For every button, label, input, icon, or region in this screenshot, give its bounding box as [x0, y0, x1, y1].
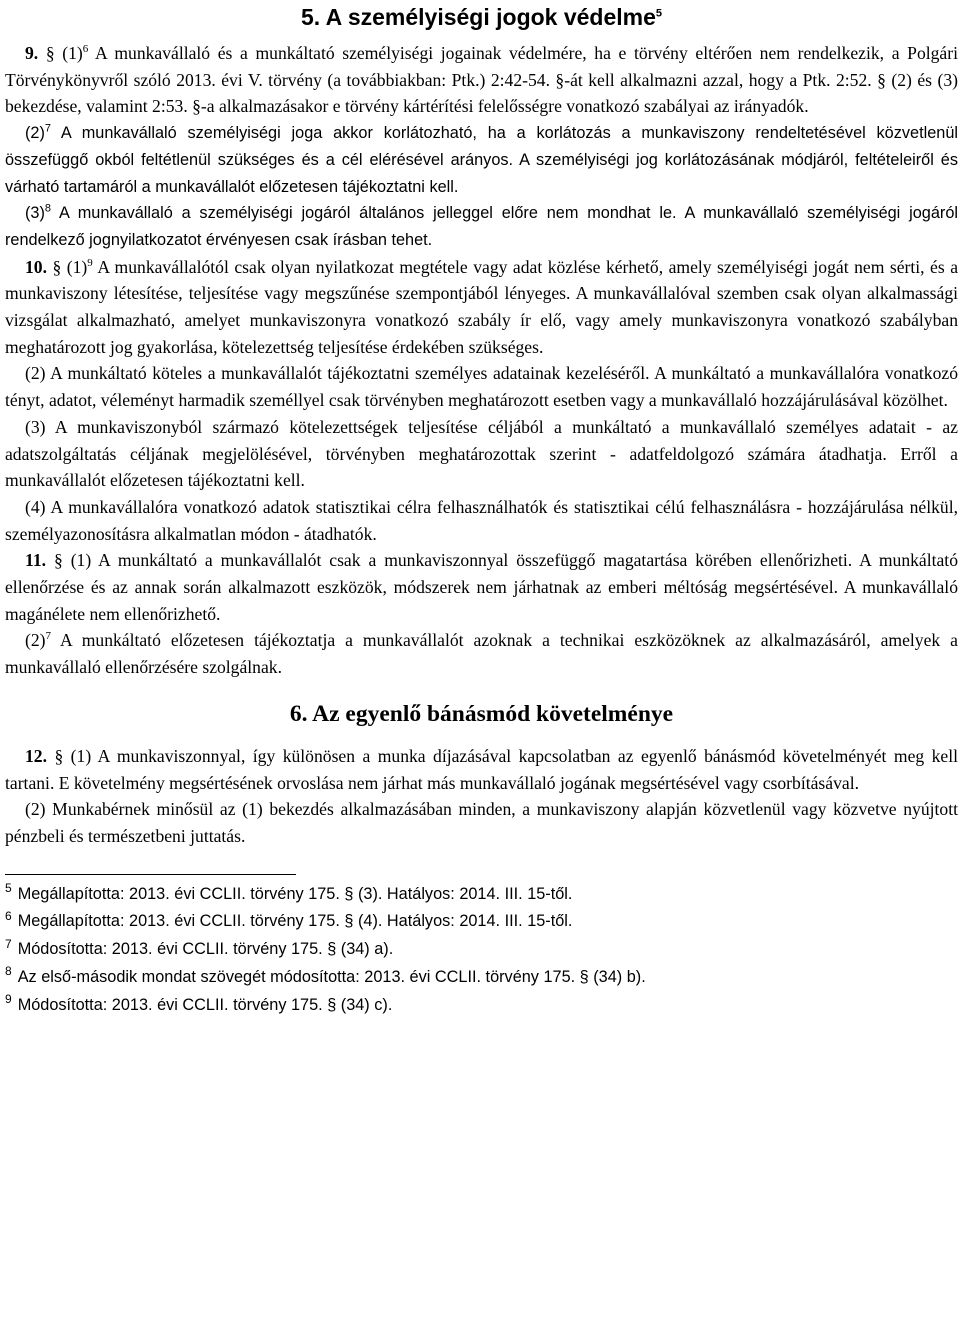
footnote: $^7$ Módosította: 2013. évi CCLII. törvény 175. § (34) a).: [5, 936, 394, 959]
footnote: $^6$ Megállapította: 2013. évi CCLII. törvény 175. § (4). Hatályos: 2014. III. 15-től.: [5, 908, 573, 931]
section-number: 11.: [25, 550, 47, 571]
paragraph-12-2: (2) Munkabérnek minősül az (1) bekezdés alkalmazásában minden, a munkaviszony alapján közvetlenül vagy közvetve nyújtott pénzbeli és természetbeni juttatás.: [5, 799, 958, 846]
footnote: $^5$ Megállapította: 2013. évi CCLII. törvény 175. § (3). Hatályos: 2014. III. 15-től.: [5, 881, 573, 903]
footnote-ref[interactable]: 8: [44, 202, 52, 215]
section-6-heading: 6. Az egyenlő bánásmód követelménye: [289, 700, 674, 727]
paragraph-9-3: $(3)^8$ A munkavállaló a személyiségi jogáról általános jelleggel előre nem mondhat le. A munkavállaló személyiségi jogáról rendelkező jognyilatkozatot érvényesen csak írásban tehet.: [5, 202, 958, 249]
paragraph-10-2: (2) A munkáltató köteles a munkavállalót tájékoztatni személyes adatainak kezeléséről. A munkáltató a munkavállalóra vonatkozó tényt, adatot, véleményt harmadik személlyel csak törvényben meghatározott esetben vagy a munkavállaló hozzájárulásával közölhet.: [5, 363, 958, 411]
document-page: [5, 0, 958, 1019]
section-number: 9.: [25, 43, 39, 63]
paragraph-9-1: 9. § $(1)^6$ A munkavállaló és a munkáltató személyiségi jogainak védelmére, ha e törvény eltérően nem rendelkezik, a Polgári Törvénykönyvről szóló 2013. évi V. törvény (a továbbiakban: Ptk.) 2:42-54. §-át kell alkalmazni azzal, hogy a Ptk. 2:52. § (2) és (3) bekezdése, valamint 2:53. §-a alkalmazásakor e törvény kártérítési felelősségre vonatkozó szabályai az irányadók.: [5, 43, 958, 117]
footnote-ref[interactable]: 7: [45, 630, 52, 643]
section-5-heading: 5. A személyiségi jogok védelme$^5$: [300, 4, 663, 30]
paragraph-12-1: 12. § (1) A munkaviszonnyal, így különösen a munka díjazásával kapcsolatban az egyenlő bánásmód követelményét meg kell tartani. E követelmény megsértésének orvoslása nem járhat más munkavállaló jogának megsértésével vagy csorbításával.: [5, 745, 958, 793]
footnote-ref[interactable]: 6: [82, 43, 89, 56]
paragraph-11-1: 11. § (1) A munkáltató a munkavállalót csak a munkaviszonnyal összefüggő magatartása körében ellenőrizheti. A munkáltató ellenőrzése és az annak során alkalmazott eszközök, módszerek nem járhatnak az emberi méltóság megsértésével. A munkavállaló magánélete nem ellenőrizhető.: [5, 550, 958, 624]
paragraph-9-2: $(2)^7$ A munkavállaló személyiségi joga akkor korlátozható, ha a korlátozás a munkaviszony rendeltetésével közvetlenül összefüggő okból feltétlenül szükséges és a cél elérésével arányos. A személyiségi jog korlátozásának módjáról, feltételeiről és várható tartamáról a munkavállalót előzetesen tájékoztatni kell.: [5, 122, 958, 196]
footnote-ref[interactable]: 9: [87, 256, 93, 269]
section-number: 12.: [25, 745, 47, 766]
paragraph-10-1: 10. § $(1)^9$ A munkavállalótól csak olyan nyilatkozat megtétele vagy adat közlése kérhető, amely személyiségi jogát nem sérti, és a munkaviszony létesítése, teljesítése vagy megszűnése szempontjából lényeges. A munkavállalóval szemben csak olyan alkalmassági vizsgálat alkalmazható, amelyet munkaviszonyra vonatkozó szabály ír elő, vagy amely munkaviszonyra vonatkozó szabályban meghatározott jog gyakorlása, kötelezettség teljesítése érdekében szükséges.: [5, 256, 958, 357]
footnotes: [5, 881, 958, 1020]
paragraph-10-3: (3) A munkaviszonyból származó kötelezettségek teljesítése céljából a munkáltató a munkavállaló személyes adatait - az adatszolgáltatás céljának megjelölésével, törvényben meghatározottak szerint - adatfeldolgozó számára átadhatja. Erről a munkavállalót előzetesen tájékoztatni kell.: [5, 416, 958, 491]
footnote-ref[interactable]: 5: [655, 7, 663, 20]
paragraph-11-2: $(2)^7$ A munkáltató előzetesen tájékoztatja a munkavállalót azoknak a technikai eszközöknek az alkalmazásáról, amelyek a munkavállaló ellenőrzésére szolgálnak.: [5, 630, 958, 678]
footnote: $^9$ Módosította: 2013. évi CCLII. törvény 175. § (34) c).: [5, 992, 393, 1014]
footnote-separator: [5, 874, 296, 875]
footnote-ref[interactable]: 7: [44, 122, 52, 135]
section-number: 10.: [25, 256, 47, 277]
footnote: $^8$ Az első-második mondat szövegét módosította: 2013. évi CCLII. törvény 175. § (34) b).: [5, 964, 646, 986]
paragraph-10-4: (4) A munkavállalóra vonatkozó adatok statisztikai célra felhasználhatók és statisztikai célú felhasználásra - hozzájárulása nélkül, személyazonosításra alkalmatlan módon - átadhatók.: [5, 496, 958, 544]
